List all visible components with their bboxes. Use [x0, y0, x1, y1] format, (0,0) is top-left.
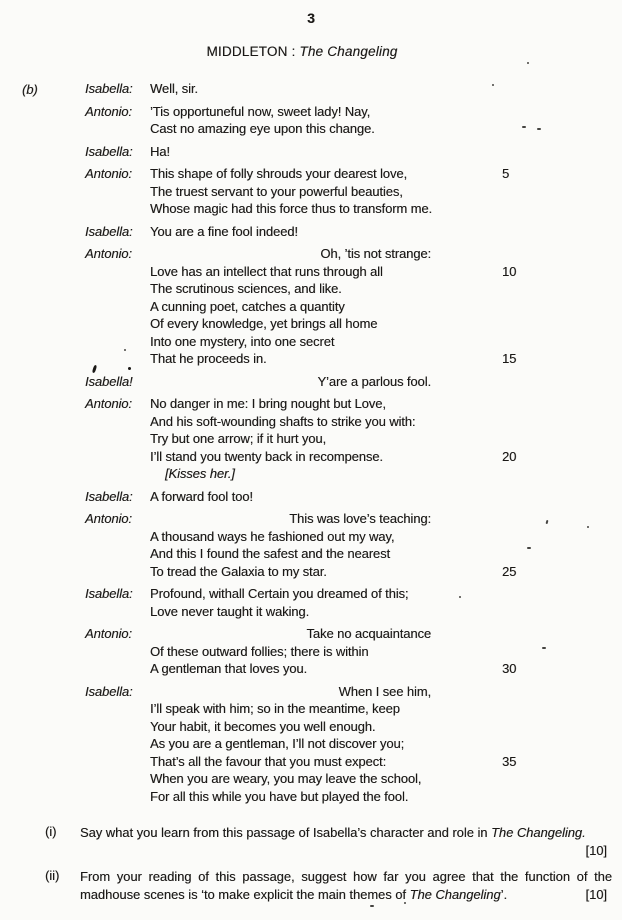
line-number: 15: [502, 351, 517, 366]
verse-lines: [150, 143, 431, 161]
verse-line: [150, 753, 517, 771]
scan-speck: [527, 547, 531, 549]
verse-line-text: The scrutinous sciences, and like.: [150, 281, 342, 296]
verse-line: [150, 200, 431, 218]
scan-speck: [370, 905, 374, 907]
scan-speck: [522, 126, 526, 128]
scan-speck: [587, 526, 589, 528]
speaker-name: Isabella:: [85, 223, 133, 239]
verse-line: [150, 280, 431, 298]
verse-line-text: [Kisses her.]: [165, 466, 235, 481]
verse-line: [150, 183, 431, 201]
question-text: [80, 869, 612, 902]
verse-line-text: Take no acquaintance: [306, 626, 431, 641]
scan-speck: [537, 128, 541, 130]
line-number: 30: [502, 661, 517, 676]
verse-line-text: That he proceeds in.: [150, 351, 267, 366]
verse-line-text: Of every knowledge, yet brings all home: [150, 316, 378, 331]
speaker-name: Isabella:: [85, 143, 133, 159]
verse-lines: [150, 488, 431, 506]
verse-line: [150, 603, 431, 621]
line-number: 25: [502, 563, 517, 579]
verse-line: [150, 625, 431, 643]
verse-line-text: Whose magic had this force thus to transform me.: [150, 201, 433, 216]
verse-line-text: A gentleman that loves you.: [150, 661, 308, 676]
verse-line: [150, 350, 517, 368]
exam-question: [45, 824, 622, 860]
speaker-name: Isabella:: [85, 81, 133, 96]
scan-speck: [527, 62, 529, 64]
dialogue-turn: [85, 245, 517, 368]
verse-line-text: The truest servant to your powerful beauties,: [150, 183, 403, 199]
question-label: (i): [45, 824, 57, 839]
questions-list: [45, 824, 622, 912]
verse-line: [150, 585, 431, 603]
dialogue-turn: [85, 395, 517, 483]
passage: [0, 80, 517, 810]
verse-line-text: A cunning poet, catches a quantity: [150, 298, 345, 314]
dialogue-turn: [85, 223, 446, 241]
verse-line: [150, 395, 431, 413]
scan-speck: [546, 520, 549, 524]
speaker-name: Isabella:: [85, 683, 133, 699]
verse-lines: [150, 103, 431, 138]
speaker-name: Antonio:: [85, 166, 132, 181]
verse-line: [150, 718, 431, 736]
section-label: (b): [22, 82, 38, 97]
verse-line: [150, 165, 510, 183]
exam-question: [45, 868, 622, 904]
question-segment: From your reading of this passage, suggest how far you agree that the function of the madhouse scenes is ‘to make explicit the main themes of: [80, 869, 612, 902]
dialogue-turn: [85, 488, 446, 506]
verse-line-text: Love never taught it waking.: [150, 603, 310, 619]
question-segment: ’.: [500, 887, 508, 902]
verse-line: [150, 298, 431, 316]
question-segment: Say what you learn from this passage of Isabella’s character and role in: [80, 825, 492, 840]
verse-line: [150, 413, 431, 431]
verse-lines: [150, 585, 431, 620]
document-title: [0, 44, 613, 59]
verse-line: [150, 333, 431, 351]
verse-line: [150, 700, 431, 718]
verse-line-text: Love has an intellect that runs through all: [150, 263, 383, 279]
verse-line-text: To tread the Galaxia to my star.: [150, 563, 327, 579]
verse-line: [150, 103, 431, 121]
speaker-name: Antonio:: [85, 511, 132, 526]
page-number: 3: [307, 10, 315, 26]
verse-line: [150, 510, 431, 528]
verse-line: [150, 770, 431, 788]
verse-line: [150, 373, 431, 391]
verse-line-text: You are a fine fool indeed!: [150, 223, 298, 239]
verse-line: [150, 263, 517, 281]
verse-lines: [150, 373, 431, 391]
verse-line: [150, 545, 431, 563]
dialogue-turn: [85, 373, 446, 391]
verse-line: [150, 643, 431, 661]
verse-line-text: Try but one arrow; if it hurt you,: [150, 431, 327, 446]
work-title-italic: The Changeling: [409, 887, 501, 902]
verse-line: [150, 788, 431, 806]
speaker-name: Isabella:: [85, 586, 133, 601]
marks-badge: [10]: [585, 887, 607, 902]
verse-line: [150, 430, 431, 448]
question-label: (ii): [45, 868, 60, 883]
verse-line-text: For all this while you have but played the fool.: [150, 788, 409, 804]
scan-speck: [404, 902, 406, 904]
title-work: The Changeling: [299, 44, 398, 59]
verse-line-text: This shape of folly shrouds your dearest love,: [150, 166, 407, 181]
verse-line: [150, 563, 517, 581]
title-author: MIDDLETON :: [206, 44, 300, 59]
line-number: 20: [502, 448, 517, 464]
verse-lines: [150, 80, 431, 98]
verse-line-text: A forward fool too!: [150, 488, 253, 504]
verse-line-text: I’ll speak with him; so in the meantime, keep: [150, 701, 400, 716]
verse-line-text: A thousand ways he fashioned out my way,: [150, 528, 395, 544]
stage-direction: [150, 465, 446, 483]
scan-speck: [542, 647, 546, 649]
verse-line: [150, 448, 517, 466]
verse-line-text: Well, sir.: [150, 81, 198, 96]
verse-lines: [150, 683, 517, 806]
work-title-italic: The Changeling.: [491, 825, 586, 840]
speaker-name: Antonio:: [85, 103, 132, 119]
scan-speck: [492, 84, 494, 86]
verse-lines: [150, 223, 431, 241]
verse-line-text: No danger in me: I bring nought but Love,: [150, 396, 386, 411]
verse-line: [150, 245, 431, 263]
question-body: [80, 824, 612, 860]
line-number: 35: [502, 753, 517, 769]
verse-line-text: Oh, ’tis not strange:: [320, 246, 431, 261]
speaker-name: Isabella!: [85, 373, 150, 391]
verse-line: [150, 735, 431, 753]
verse-lines: [150, 625, 517, 678]
scan-speck: [459, 596, 461, 598]
dialogue-turn: [85, 80, 446, 98]
dialogue-turn: [85, 625, 517, 678]
verse-line-text: Your habit, it becomes you well enough.: [150, 718, 376, 734]
verse-line: [150, 143, 431, 161]
dialogue-turn: [85, 143, 446, 161]
line-number: 10: [502, 263, 517, 279]
scan-speck: [124, 349, 126, 351]
dialogue-turn: [85, 165, 510, 218]
verse-line-text: Into one mystery, into one secret: [150, 333, 335, 349]
verse-line-text: When I see him,: [338, 683, 431, 699]
verse-line-text: Of these outward follies; there is within: [150, 643, 369, 659]
verse-lines: [150, 510, 517, 580]
line-number: 5: [502, 166, 510, 181]
dialogue-turn: [85, 103, 446, 138]
verse-line-text: As you are a gentleman, I’ll not discover you;: [150, 736, 405, 751]
verse-line-text: When you are weary, you may leave the school,: [150, 771, 422, 786]
verse-line-text: Cast no amazing eye upon this change.: [150, 121, 375, 136]
verse-line-text: This was love’s teaching:: [289, 511, 431, 526]
verse-line-text: Y’are a parlous fool.: [317, 373, 431, 389]
verse-line-text: That’s all the favour that you must expect:: [150, 753, 387, 769]
speaker-name: Antonio:: [85, 396, 132, 411]
verse-line: [150, 120, 431, 138]
verse-line: [150, 315, 431, 333]
verse-line-text: I’ll stand you twenty back in recompense.: [150, 448, 383, 464]
dialogue-turn: [85, 585, 446, 620]
verse-line-text: Ha!: [150, 143, 170, 159]
question-text: [80, 824, 612, 842]
dialogue-turn: [85, 683, 517, 806]
question-body: [80, 868, 612, 904]
verse-line: [150, 683, 431, 701]
speaker-name: Antonio:: [85, 246, 132, 261]
verse-line: [150, 223, 431, 241]
speaker-name: Isabella:: [85, 488, 133, 504]
dialogue-block: [85, 80, 517, 805]
verse-line: [150, 528, 431, 546]
verse-line-text: ’Tis opportuneful now, sweet lady! Nay,: [150, 103, 371, 119]
verse-line: [150, 80, 431, 98]
verse-lines: [150, 395, 517, 483]
verse-line-text: And his soft-wounding shafts to strike you with:: [150, 413, 416, 429]
verse-line-text: And this I found the safest and the nearest: [150, 546, 390, 561]
marks-badge: [10]: [585, 843, 607, 858]
speaker-name: Antonio:: [85, 626, 132, 641]
verse-line-text: Profound, withall Certain you dreamed of this;: [150, 586, 409, 601]
verse-lines: [150, 165, 510, 218]
verse-lines: [150, 245, 517, 368]
dialogue-turn: [85, 510, 517, 580]
verse-line: [150, 660, 517, 678]
verse-line: [150, 488, 431, 506]
